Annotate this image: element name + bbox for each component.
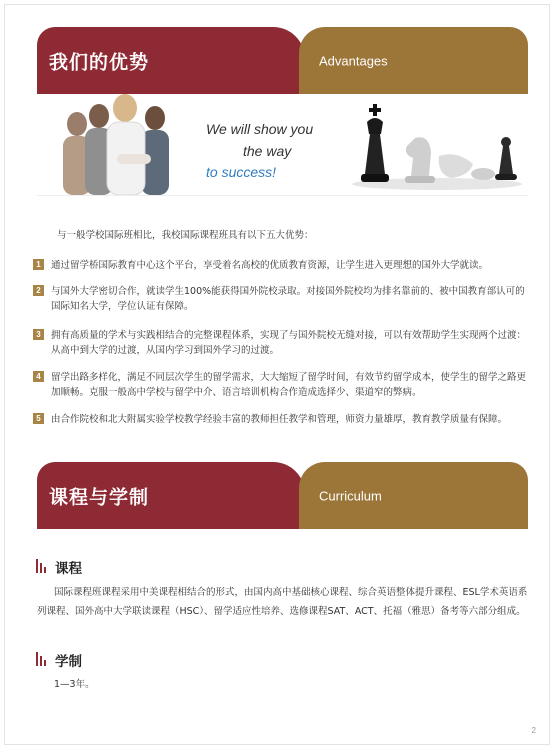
advantages-title: 我们的优势 bbox=[49, 51, 150, 73]
course-description: 国际课程班课程采用中美课程相结合的形式，由国内高中基础核心课程、综合英语整体提升课程、ESL学术英语系列课程、国外高中大学联读课程（HSC）、留学适应性培养、选修课程SAT、ACT、托福（雅思）备考等六部分组成。 bbox=[37, 587, 528, 617]
bars-icon bbox=[36, 652, 48, 666]
system-heading-label: 学制 bbox=[55, 654, 82, 670]
curriculum-title: 课程与学制 bbox=[49, 486, 150, 508]
hero-image bbox=[37, 94, 528, 196]
advantage-number-badge: 3 bbox=[33, 329, 44, 340]
slogan-line-3: to success! bbox=[206, 164, 277, 180]
people-group-illustration bbox=[63, 94, 169, 195]
curriculum-banner-right bbox=[299, 462, 528, 529]
advantage-text: 与国外大学密切合作，就读学生100%能获得国外院校录取。对接国外院校均为排名靠前的、被中国教育部认可的国际知名大学，学位认证有保障。 bbox=[51, 286, 525, 312]
advantages-english-title: Advantages bbox=[319, 53, 388, 68]
slogan-line-2: the way bbox=[243, 143, 292, 159]
advantage-text: 拥有高质量的学术与实践相结合的完整课程体系，实现了与国外院校无缝对接，可以有效帮助学生实现两个过渡：从高中到大学的过渡，从国内学习到国外学习的过渡。 bbox=[51, 330, 527, 356]
curriculum-banner-left bbox=[37, 462, 305, 529]
advantages-intro: 与一般学校国际班相比，我校国际课程班具有以下五大优势： bbox=[57, 230, 314, 241]
advantage-number-badge: 5 bbox=[33, 413, 44, 424]
bars-icon bbox=[36, 559, 48, 573]
curriculum-banner bbox=[37, 462, 528, 529]
page-number: 2 bbox=[531, 726, 536, 735]
advantage-text: 通过留学桥国际教育中心这个平台，享受着名高校的优质教育资源，让学生进入更理想的国外大学就读。 bbox=[51, 260, 489, 271]
advantage-text: 由合作院校和北大附属实验学校教学经验丰富的教师担任教学和管理，师资力量雄厚，教育教学质量有保障。 bbox=[51, 414, 508, 425]
advantage-number-badge: 1 bbox=[33, 259, 44, 270]
advantage-number-badge: 4 bbox=[33, 371, 44, 382]
curriculum-english-title: Curriculum bbox=[319, 488, 382, 503]
advantage-number-badge: 2 bbox=[33, 285, 44, 296]
slogan-line-1: We will show you bbox=[206, 121, 314, 137]
advantages-banner-left bbox=[37, 27, 305, 94]
advantages-banner-right bbox=[299, 27, 528, 94]
system-description: 1—3年。 bbox=[54, 679, 95, 690]
course-heading-label: 课程 bbox=[55, 561, 82, 577]
advantages-banner bbox=[37, 27, 528, 94]
advantage-text: 留学出路多样化，满足不同层次学生的留学需求，大大缩短了留学时间，有效节约留学成本，使学生的留学之路更加顺畅。克服一般高中学校与留学中介、语言培训机构合作造成选择少、渠道窄的弊病。 bbox=[51, 372, 527, 398]
chess-pieces-illustration bbox=[352, 104, 522, 190]
